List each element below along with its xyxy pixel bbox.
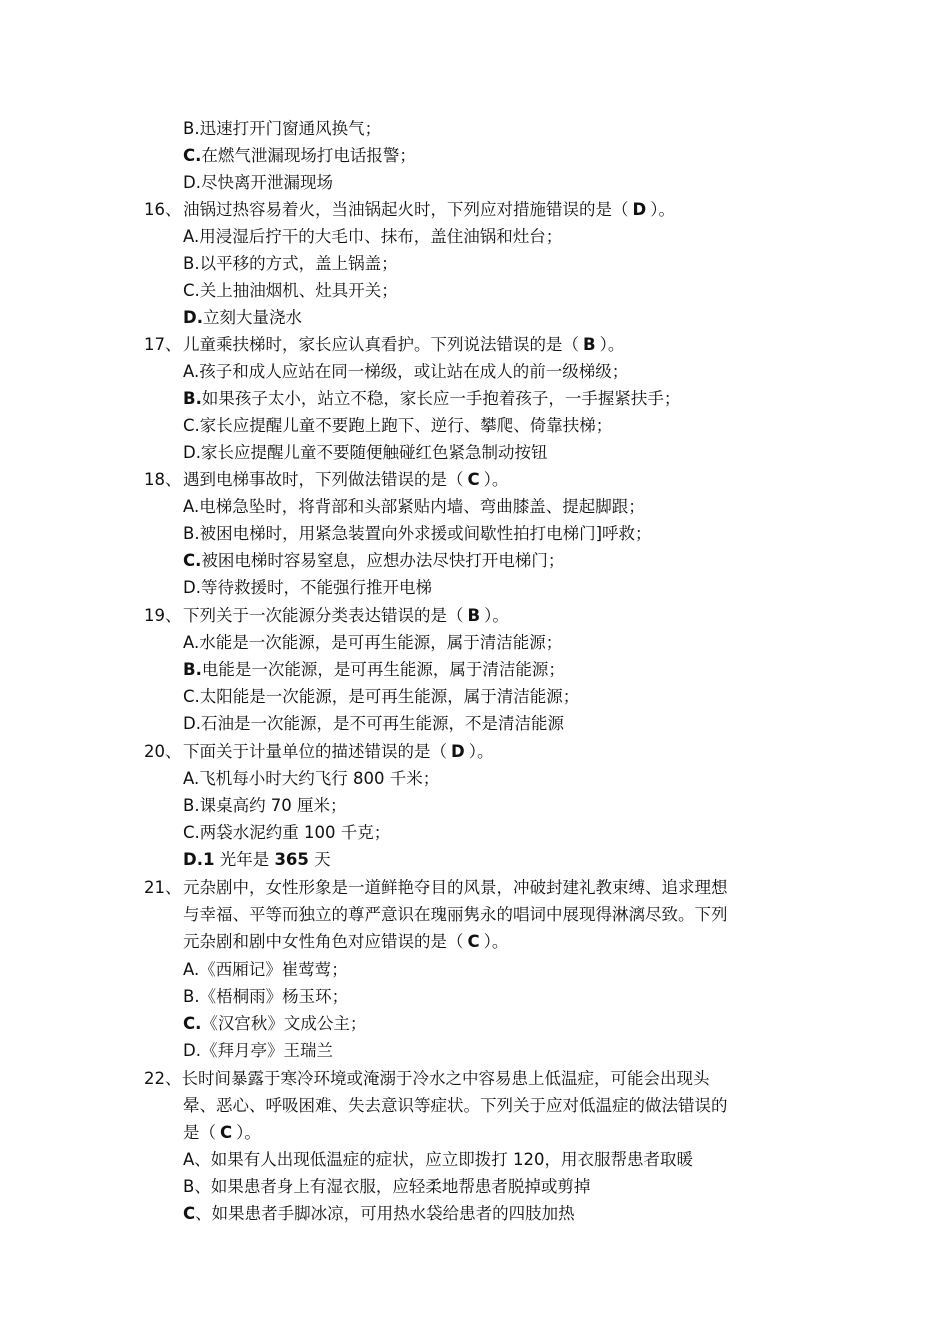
question-text-end: ）。 (483, 470, 509, 489)
option-text: 电能是一次能源，是可再生能源，属于清洁能源； (201, 660, 565, 679)
option-text: C.关上抽油烟机、灶具开关； (183, 281, 398, 300)
option-text: B.被困电梯时，用紧急装置向外求援或间歇性拍打电梯门]呼救； (183, 524, 652, 543)
option-line (183, 362, 628, 382)
option-line (183, 823, 390, 843)
option-bold-prefix: D. (183, 308, 203, 327)
option-line (183, 416, 612, 436)
question-text: 与幸福、平等而独立的尊严意识在瑰丽隽永的唱词中展现得淋漓尽致。下列 (183, 905, 728, 924)
option-line (183, 119, 381, 139)
question-stem-continued (183, 905, 728, 925)
option-text: B.课桌高约 70 厘米； (183, 796, 347, 815)
question-stem (144, 1069, 710, 1089)
question-stem (144, 200, 675, 220)
answer-letter: D (632, 200, 647, 219)
question-number: 22 (144, 1069, 165, 1088)
question-text: 、长时间暴露于寒冷环境或淹溺于冷水之中容易患上低温症，可能会出现头 (165, 1069, 710, 1088)
option-line (183, 850, 331, 870)
option-line (183, 281, 398, 301)
question-number: 21、 (144, 878, 182, 897)
question-stem-continued (183, 932, 508, 952)
option-text: C.太阳能是一次能源，是可再生能源，属于清洁能源； (183, 687, 580, 706)
question-text-end: ）。 (236, 1123, 261, 1142)
option-text-tail: 天 (308, 850, 331, 869)
option-text: B.《梧桐雨》杨玉环； (183, 987, 349, 1006)
option-bold-prefix: C (183, 1204, 196, 1223)
option-text: 立刻大量浇水 (202, 308, 302, 327)
option-line (183, 1177, 590, 1197)
answer-letter: C (467, 932, 480, 951)
question-number: 16、 (144, 200, 182, 219)
option-line (183, 227, 562, 247)
option-line (183, 443, 547, 463)
option-line (183, 1041, 333, 1061)
option-text: A.孩子和成人应站在同一梯级，或让站在成人的前一级梯级； (183, 362, 629, 381)
option-text: 被困电梯时容易窒息，应想办法尽快打开电梯门； (201, 551, 565, 570)
option-text: 光年是 (214, 850, 275, 869)
question-text: 下列关于一次能源分类表达错误的是（ (183, 606, 464, 625)
option-text: D.石油是一次能源，是不可再生能源，不是清洁能源 (183, 714, 564, 733)
option-text: D.尽快离开泄漏现场 (183, 173, 333, 192)
option-text: A.飞机每小时大约飞行 800 千米； (183, 769, 440, 788)
option-line (183, 1014, 366, 1034)
option-line (183, 524, 652, 544)
option-text: C.两袋水泥约重 100 千克； (183, 823, 391, 842)
option-line (183, 497, 645, 517)
answer-letter: D (451, 742, 465, 761)
option-bold-prefix: C. (183, 551, 202, 570)
option-text: A.《西厢记》崔莺莺； (183, 960, 348, 979)
question-number: 17、 (144, 335, 182, 354)
option-line (183, 389, 680, 409)
option-text: A.水能是一次能源，是可再生能源，属于清洁能源； (183, 633, 563, 652)
option-line (183, 578, 432, 598)
question-text: 下面关于计量单位的描述错误的是（ (183, 742, 447, 761)
answer-letter: B (583, 335, 596, 354)
option-bold-prefix: B. (183, 389, 202, 408)
option-line (183, 796, 347, 816)
option-line (183, 987, 348, 1007)
option-text: 在燃气泄漏现场打电话报警； (201, 146, 416, 165)
question-stem-continued (183, 1123, 261, 1143)
answer-letter: C (220, 1123, 233, 1142)
option-bold-number: 365 (274, 850, 309, 869)
option-line (183, 146, 416, 166)
answer-letter: B (467, 606, 481, 625)
question-text: 元杂剧和剧中女性角色对应错误的是（ (183, 932, 464, 951)
question-text-end: ）。 (484, 606, 509, 625)
option-line (183, 254, 398, 274)
question-text: 遇到电梯事故时，下列做法错误的是（ (183, 470, 464, 489)
option-text: C.家长应提醒儿童不要跑上跑下、逆行、攀爬、倚靠扶梯； (183, 416, 613, 435)
question-text: 是（ (183, 1123, 216, 1142)
answer-letter: C (467, 470, 480, 489)
question-text-end: ）。 (468, 742, 494, 761)
option-line (183, 769, 439, 789)
option-text: 、如果患者手脚冰凉，可用热水袋给患者的四肢加热 (195, 1204, 575, 1223)
option-text: 如果孩子太小，站立不稳，家长应一手抱着孩子，一手握紧扶手； (201, 389, 681, 408)
question-stem (144, 606, 509, 626)
option-line (183, 1150, 693, 1170)
question-number: 18、 (144, 470, 182, 489)
option-bold-prefix: C. (183, 146, 202, 165)
option-text: B.以平移的方式，盖上锅盖； (183, 254, 398, 273)
option-text: B、如果患者身上有湿衣服，应轻柔地帮患者脱掉或剪掉 (183, 1177, 591, 1196)
option-bold-prefix: D.1 (183, 850, 215, 869)
question-text-end: ）。 (650, 200, 675, 219)
question-text: 油锅过热容易着火，当油锅起火时，下列应对措施错误的是（ (183, 200, 629, 219)
option-line (183, 551, 564, 571)
option-line (183, 633, 562, 653)
option-text: D.《拜月亭》王瑞兰 (183, 1041, 333, 1060)
option-line (183, 173, 333, 193)
option-text: 《汉宫秋》文成公主； (201, 1014, 367, 1033)
question-stem (144, 742, 493, 762)
option-text: A.电梯急坠时，将背部和头部紧贴内墙、弯曲膝盖、提起脚跟； (183, 497, 645, 516)
question-stem (144, 878, 728, 898)
option-text: B.迅速打开门窗通风换气； (183, 119, 382, 138)
option-bold-prefix: C. (183, 1014, 202, 1033)
option-line (183, 660, 565, 680)
option-text: D.等待救援时，不能强行推开电梯 (183, 578, 432, 597)
question-text-end: ）。 (483, 932, 509, 951)
question-stem-continued (183, 1096, 728, 1116)
question-text: 元杂剧中，女性形象是一道鲜艳夺目的风景，冲破封建礼教束缚、追求理想 (183, 878, 728, 897)
question-number: 20、 (144, 742, 182, 761)
option-line (183, 1204, 575, 1224)
option-text: A、如果有人出现低温症的症状，应立即拨打 120，用衣服帮患者取暖 (183, 1150, 694, 1169)
option-text: D.家长应提醒儿童不要随便触碰红色紧急制动按钮 (183, 443, 548, 462)
option-line (183, 960, 348, 980)
option-text: A.用浸湿后拧干的大毛巾、抹布，盖住油锅和灶台； (183, 227, 563, 246)
question-stem (144, 470, 508, 490)
question-text: 儿童乘扶梯时，家长应认真看护。下列说法错误的是（ (183, 335, 579, 354)
option-bold-prefix: B. (183, 660, 202, 679)
question-number: 19、 (144, 606, 182, 625)
option-line (183, 687, 579, 707)
question-text-end: ）。 (599, 335, 625, 354)
option-line (183, 308, 302, 328)
question-text: 晕、恶心、呼吸困难、失去意识等症状。下列关于应对低温症的做法错误的 (183, 1096, 728, 1115)
question-stem (144, 335, 624, 355)
option-line (183, 714, 564, 734)
